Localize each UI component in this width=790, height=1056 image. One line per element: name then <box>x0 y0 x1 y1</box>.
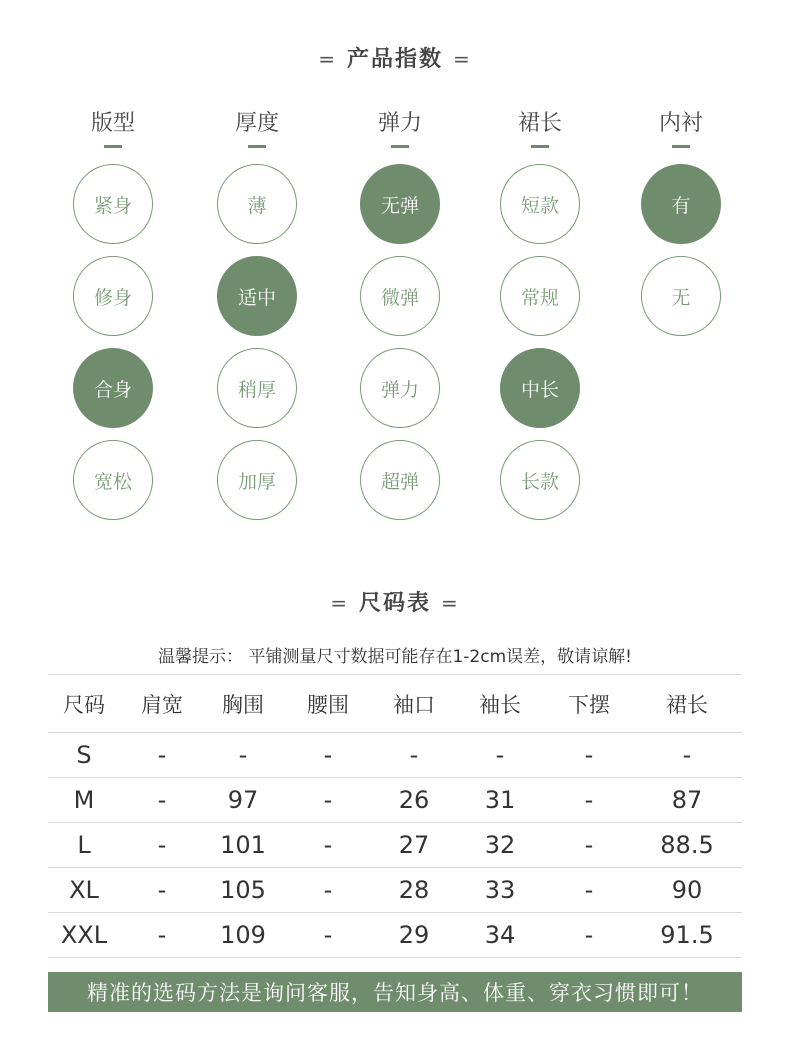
header-cell: 袖口 <box>374 675 454 733</box>
table-cell: 105 <box>204 868 282 913</box>
table-cell: 88.5 <box>632 823 742 868</box>
table-cell: 31 <box>454 778 546 823</box>
table-row <box>48 868 742 913</box>
table-row <box>48 823 742 868</box>
table-cell: - <box>282 823 374 868</box>
table-cell: - <box>546 913 632 958</box>
column-underline <box>672 145 690 148</box>
table-row <box>48 913 742 958</box>
column-label: 裙长 <box>517 111 562 136</box>
size-chart-title: = 尺码表 = <box>330 591 460 616</box>
header-cell: 下摆 <box>546 675 632 733</box>
table-cell: - <box>546 823 632 868</box>
column-underline <box>104 145 122 148</box>
table-cell: 87 <box>632 778 742 823</box>
table-cell: XL <box>48 868 120 913</box>
option-circle-selected: 无弹 <box>360 164 440 244</box>
table-cell: 32 <box>454 823 546 868</box>
index-column-lining <box>641 108 721 348</box>
option-circle: 紧身 <box>73 164 153 244</box>
table-row <box>48 778 742 823</box>
table-cell: - <box>374 733 454 778</box>
index-column-fit <box>73 108 153 532</box>
table-cell: 34 <box>454 913 546 958</box>
option-circle: 宽松 <box>73 440 153 520</box>
table-cell: 91.5 <box>632 913 742 958</box>
table-cell: - <box>204 733 282 778</box>
table-cell: - <box>282 733 374 778</box>
column-label: 弹力 <box>377 111 422 136</box>
table-cell: - <box>546 868 632 913</box>
measurement-tip: 温馨提示： 平铺测量尺寸数据可能存在1-2cm误差，敬请谅解! <box>158 647 632 667</box>
table-cell: 29 <box>374 913 454 958</box>
column-underline <box>391 145 409 148</box>
table-cell: 28 <box>374 868 454 913</box>
index-column-thickness <box>217 108 297 532</box>
header-cell: 袖长 <box>454 675 546 733</box>
table-cell: - <box>546 778 632 823</box>
option-circle: 弹力 <box>360 348 440 428</box>
product-index-title: = 产品指数 = <box>318 47 472 72</box>
table-cell: 109 <box>204 913 282 958</box>
option-circle-selected: 合身 <box>73 348 153 428</box>
table-cell: L <box>48 823 120 868</box>
option-circle-selected: 中长 <box>500 348 580 428</box>
option-circle: 超弹 <box>360 440 440 520</box>
option-circle: 薄 <box>217 164 297 244</box>
size-advice-banner: 精准的选码方法是询问客服，告知身高、体重、穿衣习惯即可！ <box>48 972 742 1012</box>
table-header-row <box>48 675 742 733</box>
column-label: 内衬 <box>658 111 703 136</box>
table-cell: - <box>120 823 204 868</box>
table-cell: - <box>632 733 742 778</box>
header-cell: 胸围 <box>204 675 282 733</box>
table-cell: - <box>282 868 374 913</box>
option-circle: 常规 <box>500 256 580 336</box>
index-column-elasticity <box>360 108 440 532</box>
table-cell: - <box>546 733 632 778</box>
table-cell: - <box>454 733 546 778</box>
table-cell: M <box>48 778 120 823</box>
table-cell: 97 <box>204 778 282 823</box>
option-circle: 长款 <box>500 440 580 520</box>
table-cell: 33 <box>454 868 546 913</box>
table-cell: XXL <box>48 913 120 958</box>
table-cell: 26 <box>374 778 454 823</box>
size-table <box>48 674 742 958</box>
option-circle: 修身 <box>73 256 153 336</box>
column-label: 版型 <box>90 111 135 136</box>
table-cell: - <box>282 778 374 823</box>
option-circle-selected: 有 <box>641 164 721 244</box>
column-underline <box>531 145 549 148</box>
column-underline <box>248 145 266 148</box>
option-circle: 短款 <box>500 164 580 244</box>
table-cell: - <box>282 913 374 958</box>
table-row <box>48 733 742 778</box>
option-circle: 无 <box>641 256 721 336</box>
table-cell: 101 <box>204 823 282 868</box>
table-cell: 90 <box>632 868 742 913</box>
option-circle: 微弹 <box>360 256 440 336</box>
option-circle: 稍厚 <box>217 348 297 428</box>
table-cell: - <box>120 913 204 958</box>
header-cell: 尺码 <box>48 675 120 733</box>
header-cell: 腰围 <box>282 675 374 733</box>
index-column-skirt-length <box>500 108 580 532</box>
header-cell: 肩宽 <box>120 675 204 733</box>
table-cell: S <box>48 733 120 778</box>
table-cell: - <box>120 733 204 778</box>
table-cell: 27 <box>374 823 454 868</box>
column-label: 厚度 <box>234 111 279 136</box>
option-circle-selected: 适中 <box>217 256 297 336</box>
header-cell: 裙长 <box>632 675 742 733</box>
table-cell: - <box>120 868 204 913</box>
option-circle: 加厚 <box>217 440 297 520</box>
table-cell: - <box>120 778 204 823</box>
